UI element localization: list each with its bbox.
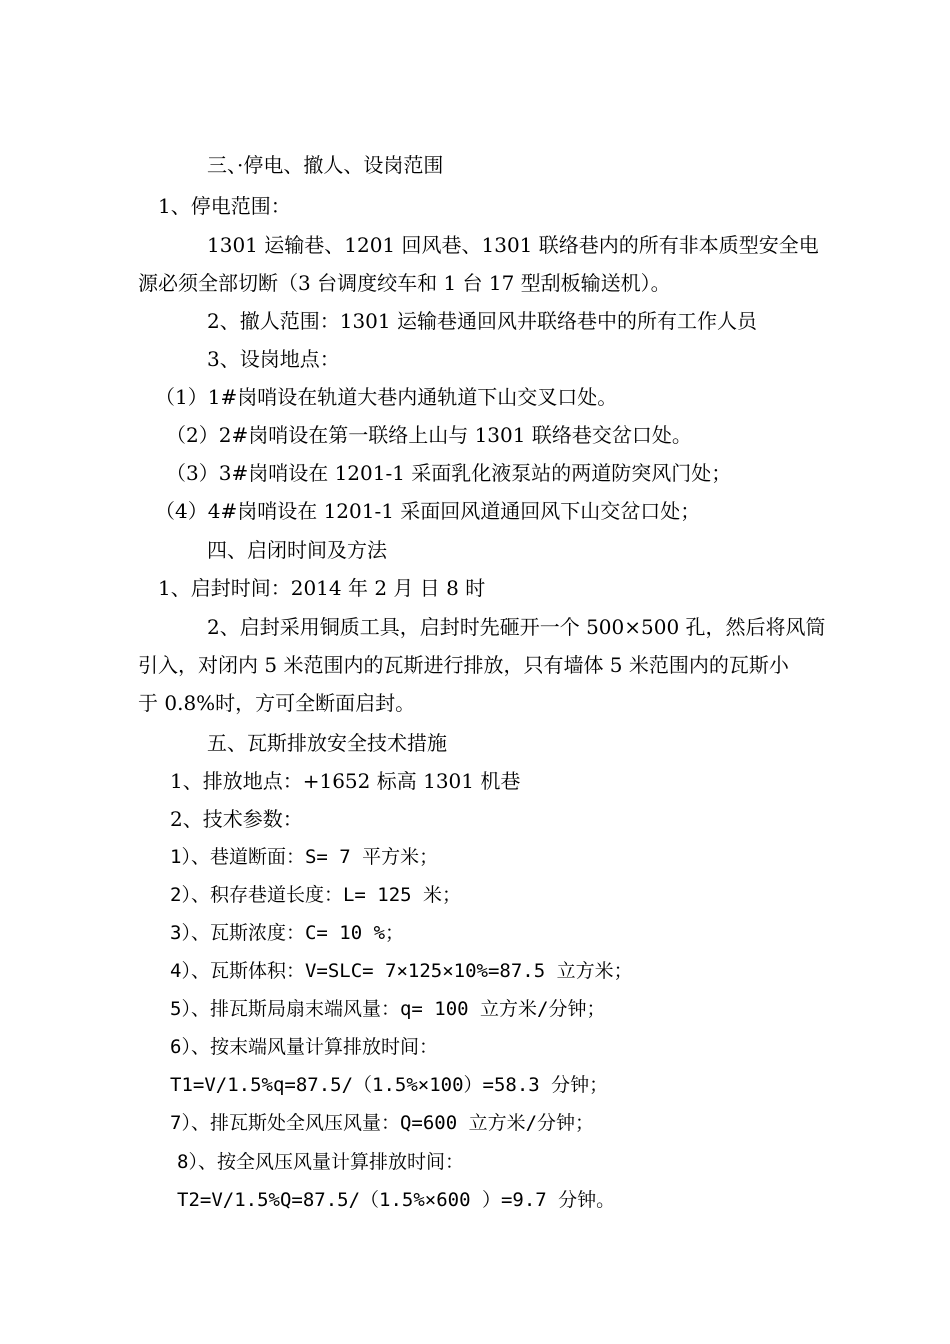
unseal-method-cont-2: 于 0.8%时，方可全断面启封。	[138, 691, 416, 715]
power-off-scope-text: 1301 运输巷、1201 回风巷、1301 联络巷内的所有非本质型安全电	[207, 233, 819, 257]
post-4: （4）4#岗哨设在 1201-1 采面回风道通回风下山交岔口处；	[155, 499, 701, 523]
post-2: （2）2#岗哨设在第一联络上山与 1301 联络巷交岔口处。	[166, 423, 692, 447]
power-off-scope-text-cont: 源必须全部切断（3 台调度绞车和 1 台 17 型刮板输送机）。	[138, 271, 671, 295]
param-volume: 4）、瓦斯体积：V=SLC= 7×125×10%=87.5 立方米；	[170, 960, 633, 982]
formula-t2: T2=V/1.5%Q=87.5/（1.5%×600 ）=9.7 分钟。	[177, 1189, 616, 1211]
param-concentration: 3）、瓦斯浓度：C= 10 %；	[170, 922, 405, 944]
power-off-scope-title: 1、停电范围：	[158, 194, 291, 218]
unseal-time: 1、启封时间：2014 年 2 月 日 8 时	[158, 576, 486, 600]
param-time-by-full-pressure-title: 8）、按全风压风量计算排放时间：	[177, 1151, 464, 1173]
evacuation-scope: 2、撤人范围：1301 运输巷通回风井联络巷中的所有工作人员	[207, 309, 757, 333]
param-length: 2）、积存巷道长度：L= 125 米；	[170, 884, 462, 906]
param-cross-section: 1）、巷道断面：S= 7 平方米；	[170, 846, 439, 868]
section-heading-5: 五、瓦斯排放安全技术措施	[207, 731, 447, 755]
discharge-location: 1、排放地点：+1652 标高 1301 机巷	[170, 769, 521, 793]
post-3: （3）3#岗哨设在 1201-1 采面乳化液泵站的两道防突风门处；	[166, 461, 732, 485]
post-1: （1）1#岗哨设在轨道大巷内通轨道下山交叉口处。	[155, 385, 618, 409]
section-heading-4: 四、启闭时间及方法	[207, 538, 387, 562]
param-time-by-fan-title: 6）、按末端风量计算排放时间：	[170, 1036, 438, 1058]
unseal-method: 2、启封采用铜质工具，启封时先砸开一个 500×500 孔，然后将风筒	[207, 615, 826, 639]
param-fan-airflow: 5）、排瓦斯局扇末端风量：q= 100 立方米/分钟；	[170, 998, 606, 1020]
param-full-pressure-airflow: 7）、排瓦斯处全风压风量：Q=600 立方米/分钟；	[170, 1112, 595, 1134]
technical-params-title: 2、技术参数：	[170, 807, 303, 831]
formula-t1: T1=V/1.5%q=87.5/（1.5%×100）=58.3 分钟；	[170, 1074, 609, 1096]
section-heading-3: 三、·停电、撤人、设岗范围	[207, 153, 444, 177]
post-locations-title: 3、设岗地点：	[207, 347, 340, 371]
unseal-method-cont-1: 引入，对闭内 5 米范围内的瓦斯进行排放，只有墙体 5 米范围内的瓦斯小	[138, 653, 789, 677]
